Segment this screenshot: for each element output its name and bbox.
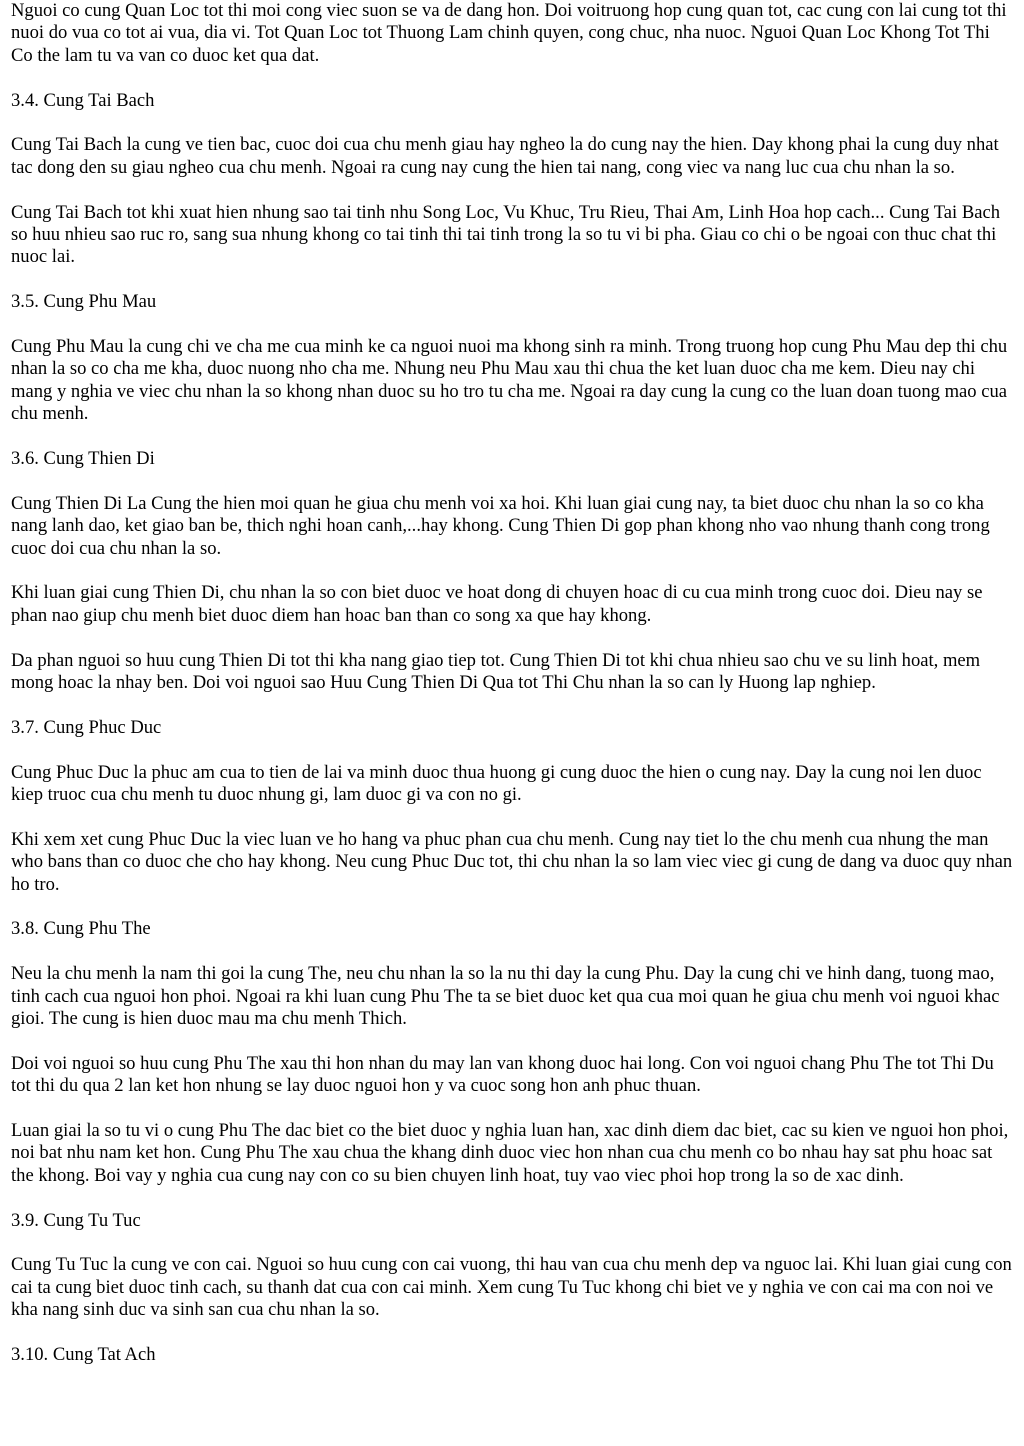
paragraph-phuc-duc-2: Khi xem xet cung Phuc Duc la viec luan ve ho hang va phuc phan cua chu menh. Cung nay tiet lo the chu menh cua nhung the man who bans than co duoc che cho hay khong. Neu cung Phuc Duc tot, thi chu nhan la so lam viec viec gi cung de dang va duoc quy nhan ho tro. [11,828,1013,895]
paragraph-tu-tuc: Cung Tu Tuc la cung ve con cai. Nguoi so huu cung con cai vuong, thi hau van cua chu menh dep va nguoc lai. Khi luan giai cung con cai ta cung biet duoc tinh cach, su thanh dat cua con cai minh. Xem cung Tu Tuc khong chi biet ve y nghia ve con cai ma con noi ve kha nang sinh duc va sinh san cua chu nhan la so. [11,1254,1012,1321]
paragraph-thien-di-3: Da phan nguoi so huu cung Thien Di tot thi kha nang giao tiep tot. Cung Thien Di tot khi chua nhieu sao chu ve su linh hoat, mem mong hoac la nhay ben. Doi voi nguoi sao Huu Cung Thien Di Qua tot Thi Chu nhan la so can ly Huong lap nghiep. [11,649,981,694]
heading-cung-thien-di: 3.6. Cung Thien Di [11,448,155,470]
paragraph-phuc-duc-1: Cung Phuc Duc la phuc am cua to tien de lai va minh duoc thua huong gi cung duoc the hien o cung nay. Day la cung noi len duoc kiep truoc cua chu menh tu duoc nhung gi, lam duoc gi va con no gi. [11,761,982,806]
paragraph-phu-mau: Cung Phu Mau la cung chi ve cha me cua minh ke ca nguoi nuoi ma khong sinh ra minh. Trong truong hop cung Phu Mau dep thi chu nhan la so co cha me kha, duoc nuong nho cha me. Nhung neu Phu Mau xau thi chua the ket luan duoc cha me kem. Dieu nay chi mang y nghia ve viec chu nhan la so khong nhan duoc su ho tro tu cha me. Ngoai ra day cung la cung co the luan doan tuong mao cua chu menh. [11,336,1008,425]
heading-cung-phuc-duc: 3.7. Cung Phuc Duc [11,716,162,738]
heading-cung-phu-the: 3.8. Cung Phu The [11,918,151,940]
paragraph-phu-the-2: Doi voi nguoi so huu cung Phu The xau thi hon nhan du may lan van khong duoc hai long. Con voi nguoi chang Phu The tot Thi Du tot thi du qua 2 lan ket hon nhung se lay duoc nguoi hon y va cuoc song hon anh phuc thuan. [11,1052,994,1097]
paragraph-tai-bach-2: Cung Tai Bach tot khi xuat hien nhung sao tai tinh nhu Song Loc, Vu Khuc, Tru Rieu, Thai Am, Linh Hoa hop cach... Cung Tai Bach so huu nhieu sao ruc ro, sang sua nhung khong co tai tinh thi tai tinh trong la so tu vi bi pha. Giau co chi o be ngoai con thuc chat thi nuoc lai. [11,201,1001,268]
document-body [11,0,1016,1389]
heading-cung-tat-ach: 3.10. Cung Tat Ach [11,1344,156,1366]
heading-cung-tu-tuc: 3.9. Cung Tu Tuc [11,1209,141,1231]
paragraph-thien-di-2: Khi luan giai cung Thien Di, chu nhan la so con biet duoc ve hoat dong di chuyen hoac di cu cua minh trong cuoc doi. Dieu nay se phan nao giup chu menh biet duoc diem han hoac ban than co song xa que hay khong. [11,582,983,626]
paragraph-phu-the-1: Neu la chu menh la nam thi goi la cung The, neu chu nhan la so la nu thi day la cung Phu. Day la cung chi ve hinh dang, tuong mao, tinh cach cua nguoi hon phoi. Ngoai ra khi luan cung Phu The ta se biet duoc ket qua cua moi quan he giua chu menh voi nguoi khac gioi. The cung is hien duoc mau ma chu menh Thich. [11,963,1000,1030]
paragraph-tai-bach-1: Cung Tai Bach la cung ve tien bac, cuoc doi cua chu menh giau hay ngheo la do cung nay the hien. Day khong phai la cung duy nhat tac dong den su giau ngheo cua chu menh. Ngoai ra cung nay cung the hien tai nang, cong viec va nang luc cua chu nhan la so. [11,134,999,178]
paragraph-phu-the-3: Luan giai la so tu vi o cung Phu The dac biet co the biet duoc y nghia luan han, xac dinh diem dac biet, cac su kien ve nguoi hon phoi, noi bat nhu nam ket hon. Cung Phu The xau chua the khang dinh duoc viec hon nhan cua chu menh co bo nhau hay sat phu hoac sat the khong. Boi vay y nghia cua cung nay con co su bien chuyen linh hoat, tuy vao viec phoi hop trong la so de xac dinh. [11,1120,1009,1186]
heading-cung-phu-mau: 3.5. Cung Phu Mau [11,291,157,313]
heading-cung-tai-bach: 3.4. Cung Tai Bach [11,89,155,111]
paragraph-thien-di-1: Cung Thien Di La Cung the hien moi quan he giua chu menh voi xa hoi. Khi luan giai cung nay, ta biet duoc chu nhan la so co kha nang lanh dao, ket giao ban be, thich nghi hoan canh,...hay khong. Cung Thien Di gop phan khong nho vao nhung thanh cong trong cuoc doi cua chu nhan la so. [11,492,990,559]
paragraph-quan-loc: Nguoi co cung Quan Loc tot thi moi cong viec suon se va de dang hon. Doi voitruong hop cung quan tot, cac cung con lai cung tot thi nuoi do vua co tot ai vua, dia vi. Tot Quan Loc tot Thuong Lam chinh quyen, cong chuc, nha nuoc. Nguoi Quan Loc Khong Tot Thi Co the lam tu va van co duoc ket qua dat. [11,0,1007,66]
